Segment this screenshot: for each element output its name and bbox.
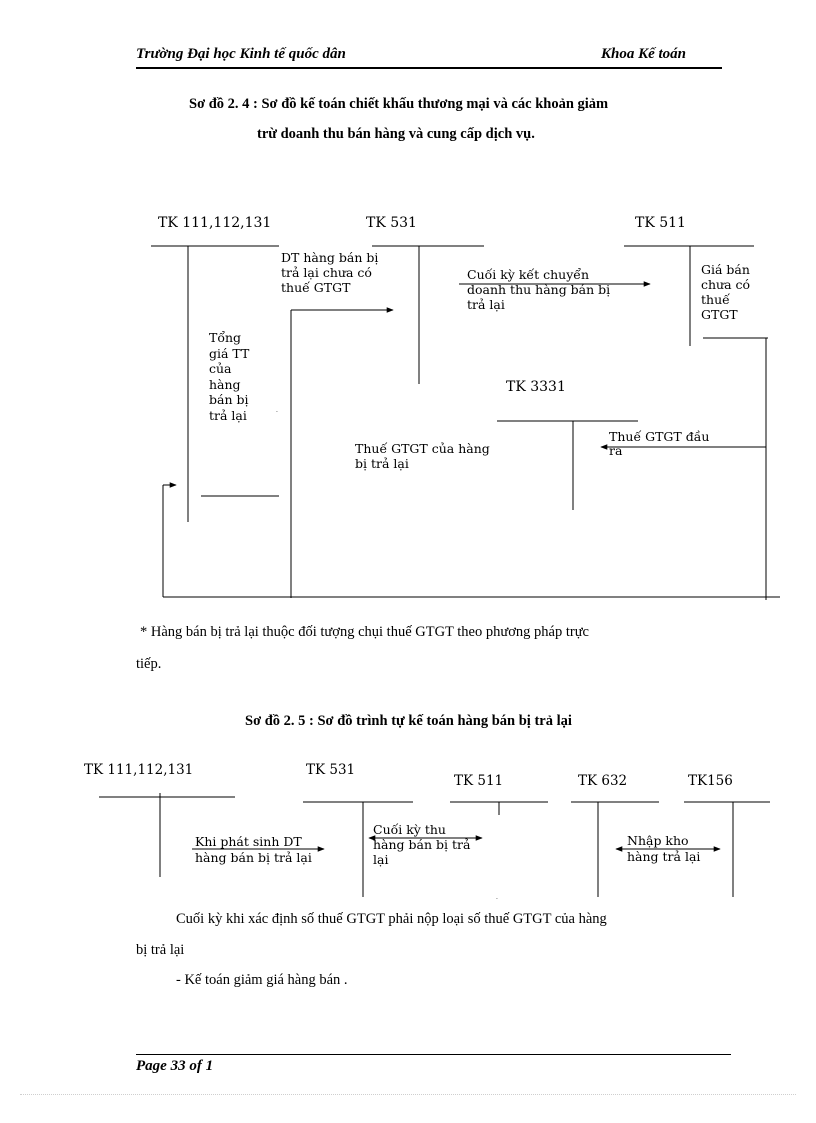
note-line2: tiếp. [136, 656, 162, 672]
d2-nhap-kho-label: Nhập kho hàng trả lại [627, 833, 701, 864]
header-school: Trường Đại học Kinh tế quốc dân [136, 46, 346, 62]
paragraph-line3: - Kế toán giảm giá hàng bán . [176, 972, 348, 988]
d2-cuoi-ky-thu-label: Cuối kỳ thu hàng bán bị trả lại [373, 822, 471, 867]
d1-tk111-label: TK 111,112,131 [158, 215, 272, 231]
d1-thue-hang-label: Thuế GTGT của hàng bị trả lại [355, 441, 490, 471]
d1-tk3331-label: TK 3331 [506, 379, 566, 395]
d1-cuoi-ky-label: Cuối kỳ kết chuyển doanh thu hàng bán bị trả lại [467, 267, 611, 312]
footer-page-number: Page 33 of 1 [136, 1058, 214, 1074]
diagram2-title: Sơ đồ 2. 5 : Sơ đồ trình tự kế toán hàng bán bị trả lại [245, 713, 572, 729]
d2-tk632-label: TK 632 [578, 773, 628, 789]
d2-tk531-label: TK 531 [306, 762, 356, 778]
footer-rule [136, 1054, 731, 1055]
d2-tk511-label: TK 511 [454, 773, 504, 789]
d1-dt-label: DT hàng bán bị trả lại chưa có thuế GTGT [281, 250, 379, 295]
diagram1-title-line2: trừ doanh thu bán hàng và cung cấp dịch vụ. [257, 126, 535, 142]
page-bottom-border [20, 1094, 796, 1095]
d2-khi-phat-sinh-label: Khi phát sinh DT hàng bán bị trả lại [195, 834, 312, 865]
d1-tk531-label: TK 531 [366, 215, 417, 231]
note-line1: * Hàng bán bị trả lại thuộc đối tượng chụi thuế GTGT theo phương pháp trực [140, 624, 589, 640]
d2-tk111-label: TK 111,112,131 [84, 762, 194, 778]
svg-text:.: . [276, 407, 278, 414]
d1-tk511-label: TK 511 [635, 215, 686, 231]
diagram1-title-line1: Sơ đồ 2. 4 : Sơ đồ kế toán chiết khấu thương mại và các khoản giảm [189, 96, 609, 112]
svg-text:.: . [496, 894, 498, 901]
d1-thue-dau-ra-label: Thuế GTGT đầu ra [609, 429, 710, 458]
paragraph-line2: bị trả lại [136, 942, 185, 958]
header-faculty: Khoa Kế toán [601, 46, 687, 62]
paragraph-line1: Cuối kỳ khi xác định số thuế GTGT phải nộp loại số thuế GTGT của hàng [176, 911, 607, 927]
d2-tk156-label: TK156 [688, 773, 733, 789]
d1-tong-gia-label: Tổng giá TT của hàng bán bị trả lại [209, 330, 250, 423]
d1-gia-ban-label: Giá bán chưa có thuế GTGT [701, 262, 751, 322]
